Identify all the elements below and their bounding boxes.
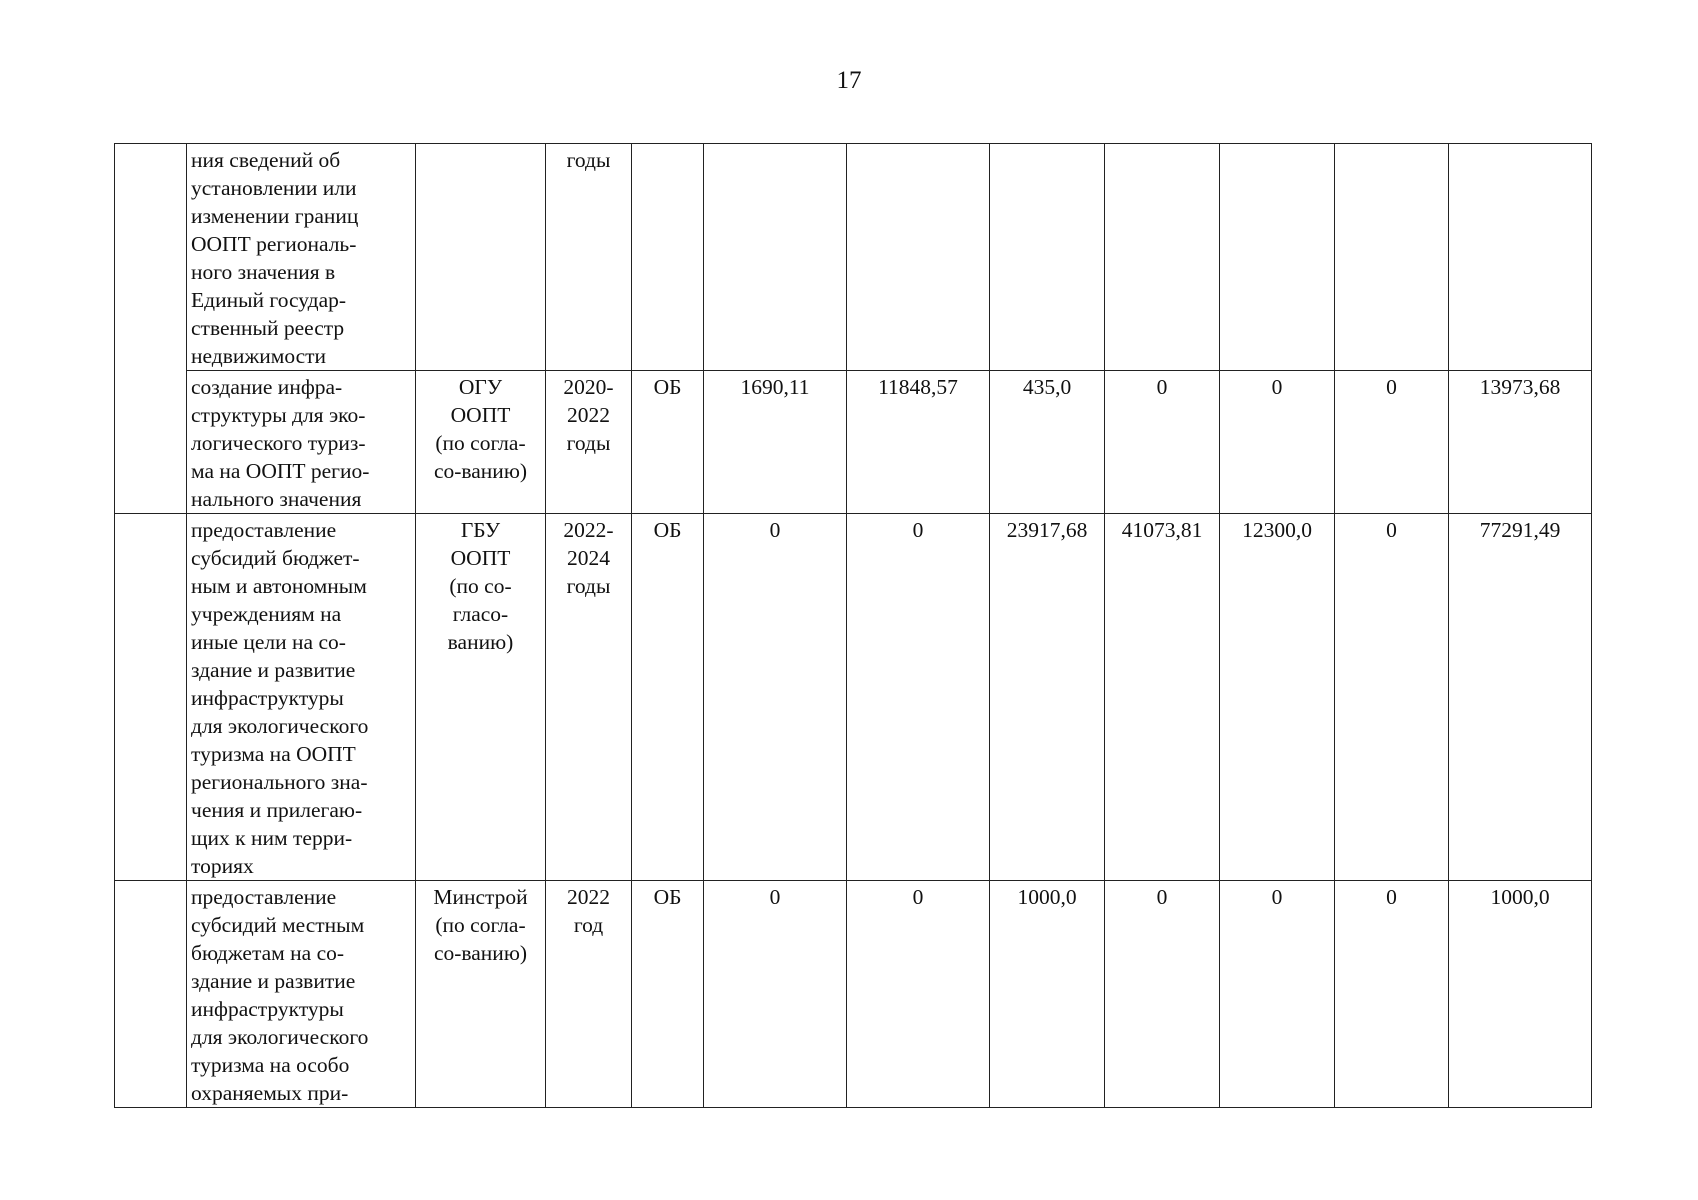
executor-cell: Минстрой (по согла- со-ванию) — [416, 881, 546, 1108]
value-cell: 1000,0 — [990, 881, 1105, 1108]
period-cell: 2022 год — [546, 881, 632, 1108]
value-cell: 0 — [1335, 371, 1449, 514]
source-cell: ОБ — [632, 514, 704, 881]
value-cell: 1690,11 — [704, 371, 847, 514]
description-cell: предоставление субсидий бюджет- ным и автономным учреждениям на иные цели на со- здание и развитие инфраструктуры для экологического туризма на ООПТ регионального зна- чения и прилегаю- щих к ним терри- ториях — [187, 514, 416, 881]
value-cell: 0 — [1335, 514, 1449, 881]
value-cell: 11848,57 — [847, 371, 990, 514]
row-number-cell — [115, 514, 187, 881]
value-cell: 0 — [1220, 881, 1335, 1108]
period-cell: годы — [546, 144, 632, 371]
total-cell: 13973,68 — [1449, 371, 1592, 514]
source-cell — [632, 144, 704, 371]
description-cell: создание инфра- структуры для эко- логического туриз- ма на ООПТ регио- нального значения — [187, 371, 416, 514]
value-cell — [847, 144, 990, 371]
source-cell: ОБ — [632, 371, 704, 514]
value-cell: 0 — [1220, 371, 1335, 514]
value-cell — [1335, 144, 1449, 371]
total-cell — [1449, 144, 1592, 371]
period-cell: 2020- 2022 годы — [546, 371, 632, 514]
value-cell — [990, 144, 1105, 371]
total-cell: 1000,0 — [1449, 881, 1592, 1108]
value-cell: 0 — [1105, 881, 1220, 1108]
period-cell: 2022- 2024 годы — [546, 514, 632, 881]
table-row — [115, 371, 1592, 514]
table-row — [115, 144, 1592, 371]
value-cell: 0 — [704, 514, 847, 881]
source-cell: ОБ — [632, 881, 704, 1108]
value-cell: 0 — [847, 881, 990, 1108]
value-cell — [1220, 144, 1335, 371]
row-number-cell — [115, 144, 187, 514]
executor-cell: ГБУ ООПТ (по со- гласо- ванию) — [416, 514, 546, 881]
description-cell: предоставление субсидий местным бюджетам на со- здание и развитие инфраструктуры для экологического туризма на особо охраняемых при- — [187, 881, 416, 1108]
description-cell: ния сведений об установлении или изменении границ ООПТ региональ- ного значения в Единый государ- ственный реестр недвижимости — [187, 144, 416, 371]
value-cell: 0 — [847, 514, 990, 881]
value-cell — [704, 144, 847, 371]
budget-table — [114, 143, 1592, 1108]
row-number-cell — [115, 881, 187, 1108]
table-row — [115, 514, 1592, 881]
executor-cell — [416, 144, 546, 371]
executor-cell: ОГУ ООПТ (по согла- со-ванию) — [416, 371, 546, 514]
value-cell — [1105, 144, 1220, 371]
total-cell: 77291,49 — [1449, 514, 1592, 881]
value-cell: 12300,0 — [1220, 514, 1335, 881]
value-cell: 23917,68 — [990, 514, 1105, 881]
page-number: 17 — [836, 67, 862, 94]
value-cell: 0 — [1335, 881, 1449, 1108]
table-row — [115, 881, 1592, 1108]
value-cell: 0 — [704, 881, 847, 1108]
value-cell: 0 — [1105, 371, 1220, 514]
value-cell: 435,0 — [990, 371, 1105, 514]
value-cell: 41073,81 — [1105, 514, 1220, 881]
